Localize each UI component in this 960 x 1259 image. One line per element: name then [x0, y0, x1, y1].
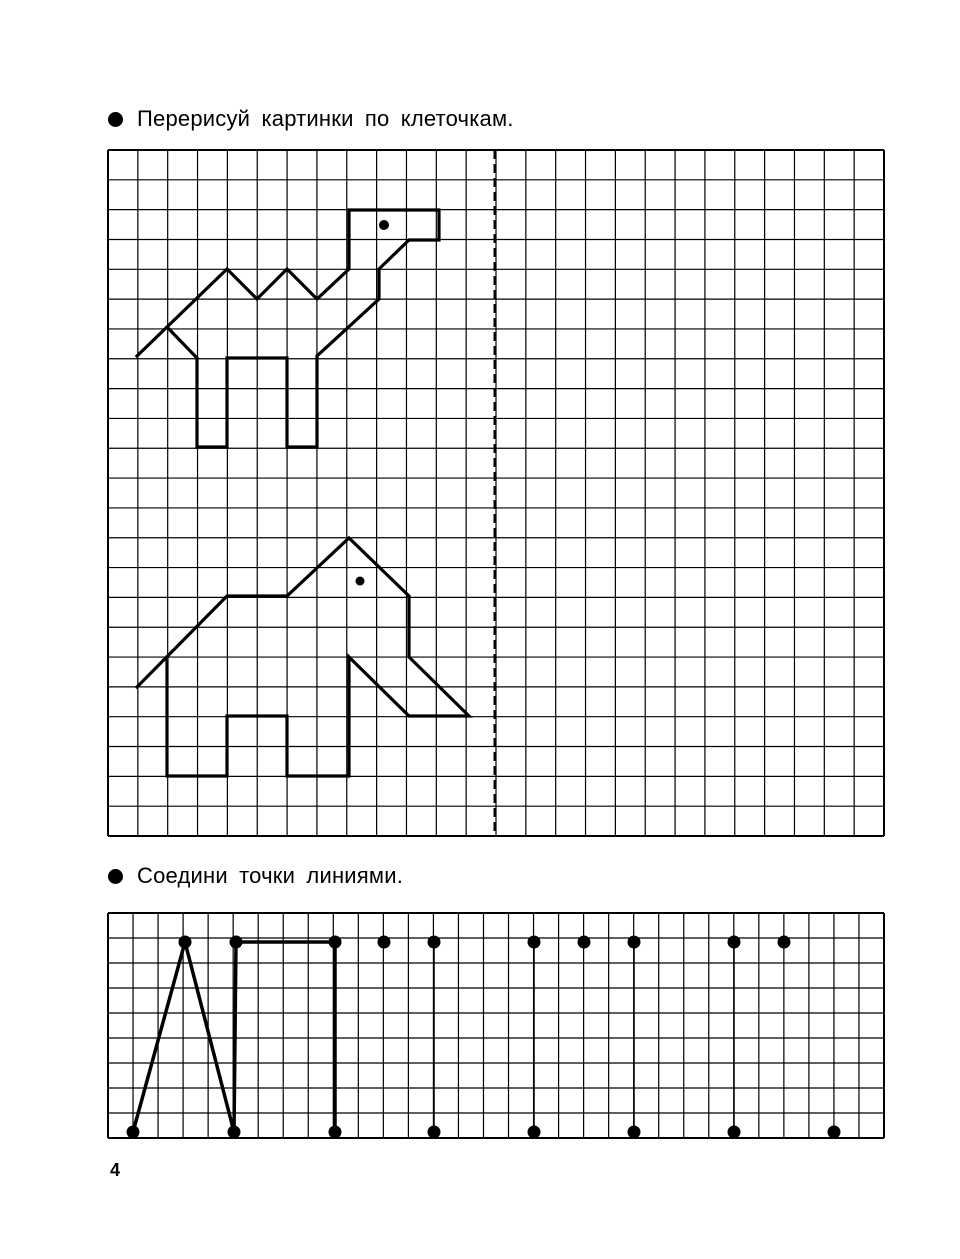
- dot: [428, 1126, 441, 1139]
- dot: [728, 1126, 741, 1139]
- dot: [728, 936, 741, 949]
- camel-eye-icon: [379, 220, 389, 230]
- task2-instruction: Соедини точки линиями.: [137, 863, 404, 888]
- dot: [628, 936, 641, 949]
- dot: [778, 936, 791, 949]
- dot: [378, 936, 391, 949]
- dot: [628, 1126, 641, 1139]
- dot: [228, 1126, 241, 1139]
- dot: [828, 1126, 841, 1139]
- dot: [528, 936, 541, 949]
- task1-instruction: Перерисуй картинки по клеточкам.: [137, 106, 514, 131]
- dots-grid[interactable]: [108, 913, 884, 1138]
- dot: [329, 936, 342, 949]
- example-lines: [133, 942, 734, 1132]
- page-number: 4: [110, 1160, 121, 1180]
- dot: [428, 936, 441, 949]
- dot: [179, 936, 192, 949]
- dot: [528, 1126, 541, 1139]
- dot: [230, 936, 243, 949]
- elephant-eye-icon: [356, 577, 365, 586]
- dot: [329, 1126, 342, 1139]
- dot: [127, 1126, 140, 1139]
- dot: [578, 936, 591, 949]
